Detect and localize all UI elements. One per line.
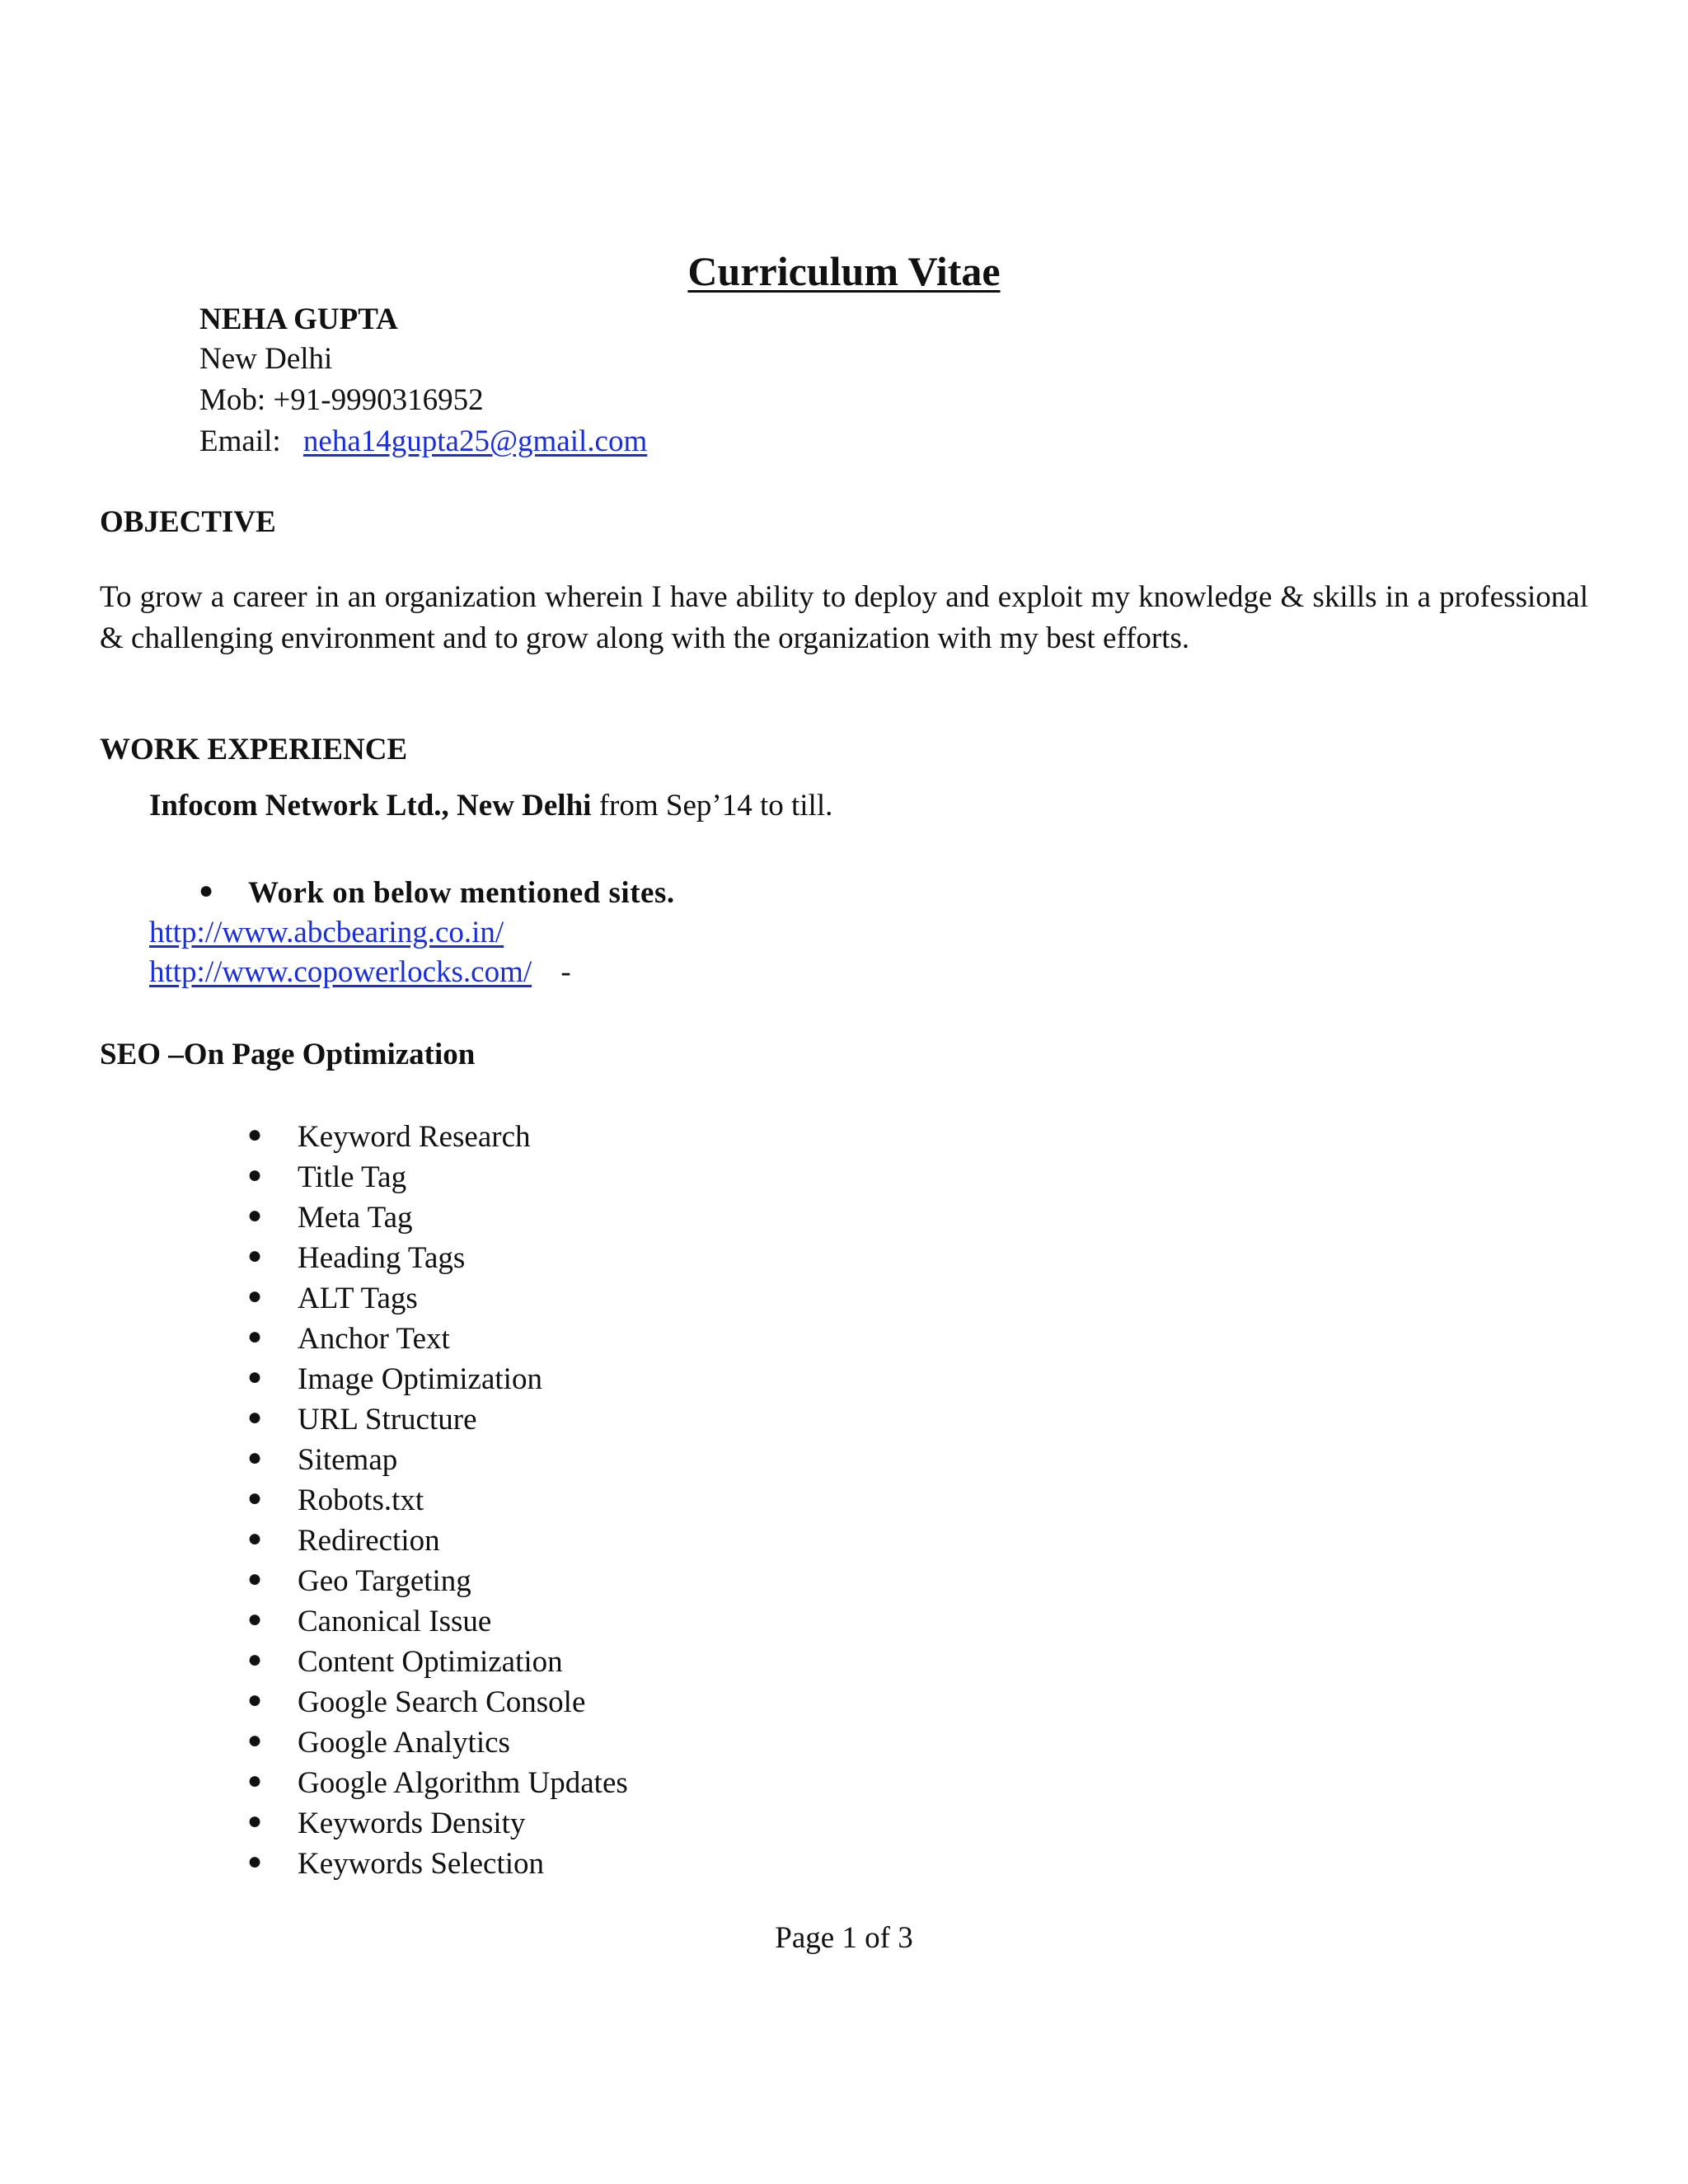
email-link[interactable]: neha14gupta25@gmail.com [302, 424, 648, 458]
bullet-icon: ● [247, 1202, 263, 1229]
seo-heading: SEO –On Page Optimization [100, 1038, 476, 1071]
bullet-icon: ● [247, 1767, 263, 1794]
bullet-icon: ● [247, 1686, 263, 1713]
work-company-line [149, 788, 832, 823]
bullet-icon: ● [247, 1605, 263, 1633]
bullet-icon: ● [247, 1727, 263, 1754]
work-experience-heading: WORK EXPERIENCE [100, 733, 408, 766]
bullet-icon: ● [247, 1565, 263, 1592]
title-text: Curriculum Vitae [687, 248, 1001, 294]
bullet-icon: ● [247, 1404, 263, 1431]
bullet-icon: ● [247, 1242, 263, 1269]
bullet-icon: ● [247, 1282, 263, 1310]
candidate-email-line [199, 424, 647, 459]
sites-heading: Work on below mentioned sites. [248, 876, 675, 910]
email-label: Email: [199, 424, 281, 458]
bullet-icon: ● [247, 1848, 263, 1875]
objective-text: To grow a career in an organization wherein I have ability to deploy and exploit my knowledge & skills in a professional & challenging environment and to grow along with the organization with my best efforts. [100, 580, 1588, 655]
bullet-icon: ● [247, 1323, 263, 1350]
site-link-1[interactable]: http://www.abcbearing.co.in/ [149, 916, 504, 949]
bullet-icon: ● [247, 1525, 263, 1552]
site-link-2[interactable]: http://www.copowerlocks.com/ [149, 955, 532, 989]
bullet-icon: ● [247, 1161, 263, 1188]
bullet-icon: ● [247, 1646, 263, 1673]
bullet-icon: ● [199, 877, 214, 904]
site-line-2 [149, 954, 571, 990]
candidate-city: New Delhi [199, 342, 333, 376]
page-footer: Page 1 of 3 [775, 1921, 913, 1955]
company-name: Infocom Network Ltd., New Delhi [149, 789, 592, 823]
candidate-name: NEHA GUPTA [199, 302, 398, 336]
objective-heading: OBJECTIVE [100, 505, 276, 539]
bullet-icon: ● [247, 1484, 263, 1511]
bullet-icon: ● [247, 1121, 263, 1148]
bullet-icon: ● [247, 1363, 263, 1390]
document-title [0, 247, 1688, 295]
work-period: from Sep’14 to till. [591, 789, 833, 823]
bullet-icon: ● [247, 1807, 263, 1835]
bullet-icon: ● [247, 1444, 263, 1471]
site-2-suffix: - [560, 955, 571, 989]
candidate-mobile: Mob: +91-9990316952 [199, 383, 484, 417]
